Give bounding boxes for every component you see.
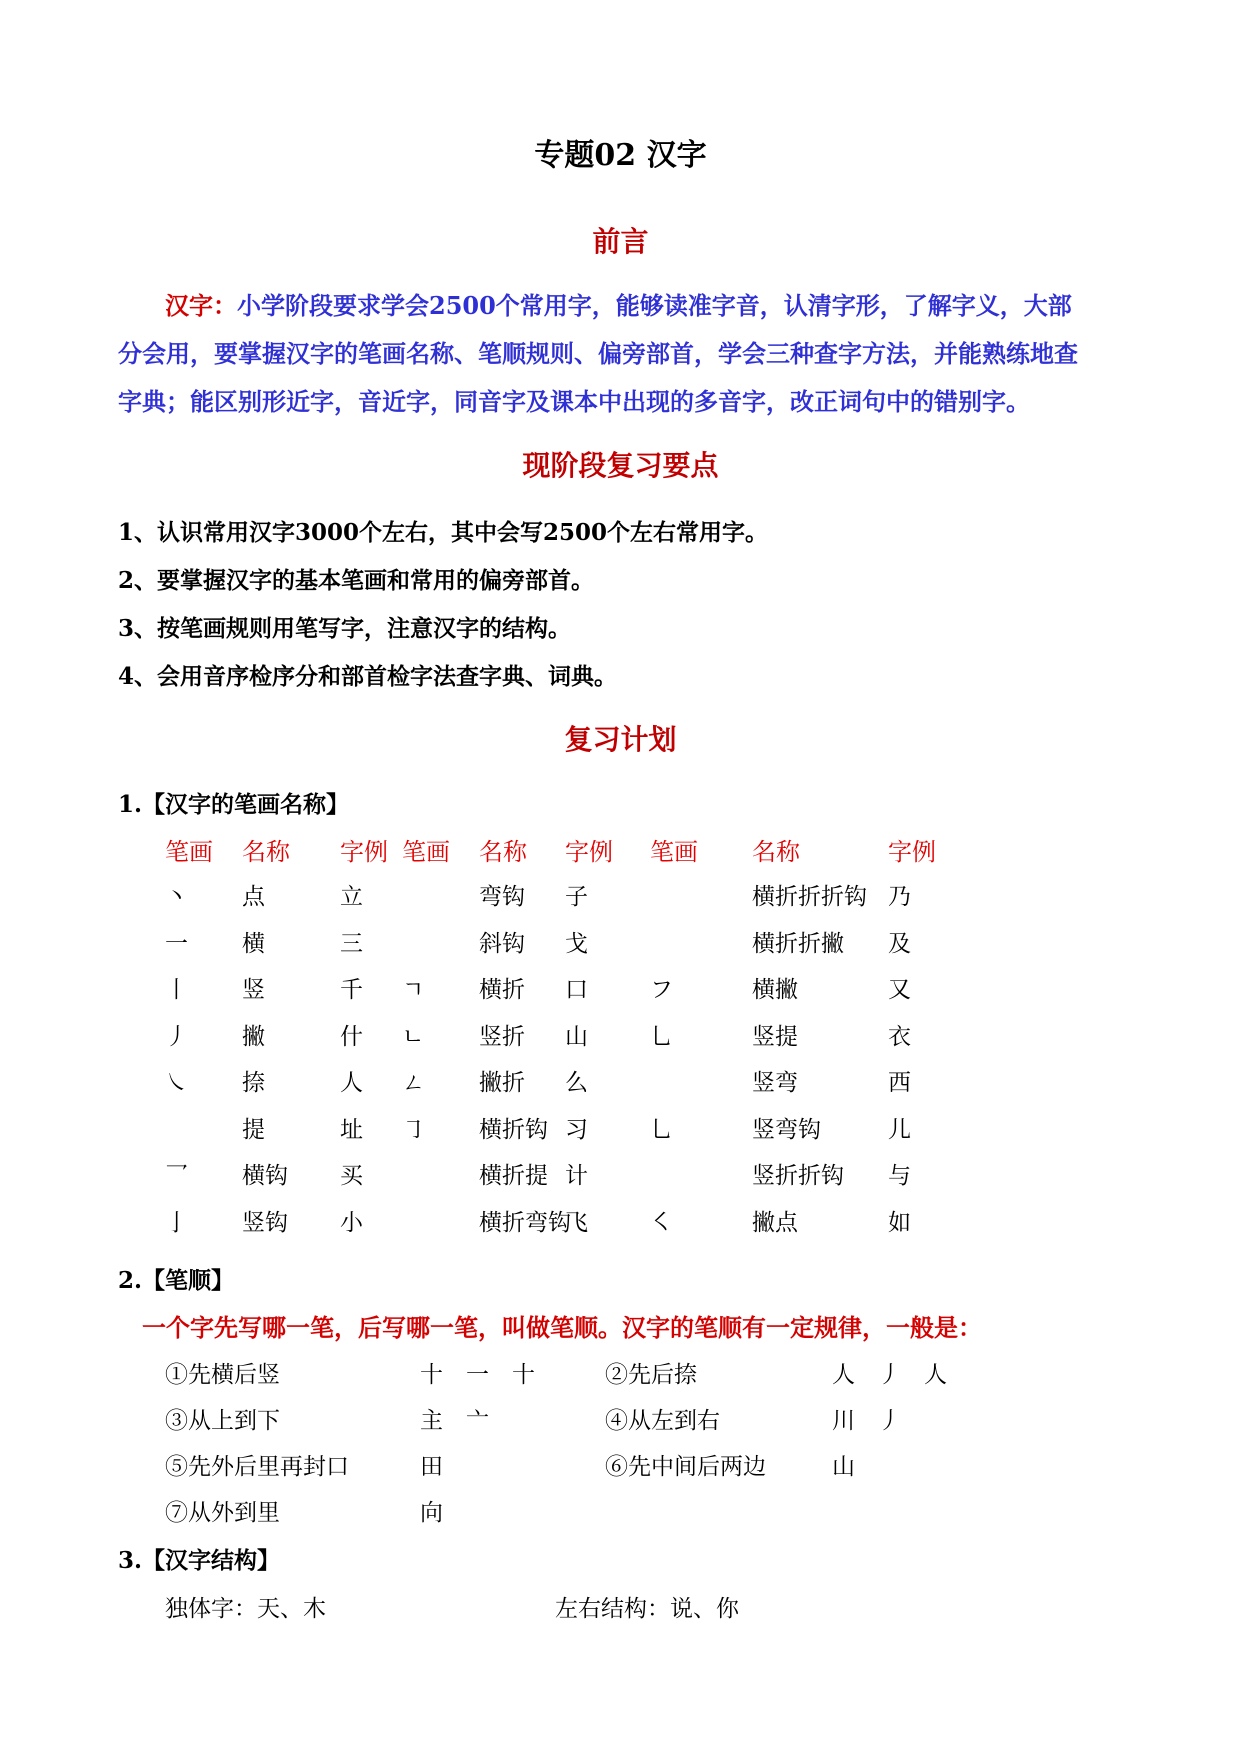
preface-line-3: 字典；能区别形近字，音近字，同音字及课本中出现的多音字，改正词句中的错别字。 [118, 387, 1030, 416]
table-cell-name: 竖提 [752, 1023, 798, 1050]
rule-7: ⑦从外到里 [165, 1500, 280, 1526]
table-cell-example: 乃 [888, 884, 911, 910]
preface-text-1: 小学阶段要求学会2500个常用字，能够读准字音，认清字形，了解字义，大部 [237, 291, 1072, 320]
key-points-heading: 现阶段复习要点 [522, 449, 719, 482]
key-point-2: 2、要掌握汉字的基本笔画和常用的偏旁部首。 [118, 567, 595, 594]
rule-5: ⑤先外后里再封口 [165, 1454, 349, 1480]
rule-6-example: 山 [832, 1454, 855, 1480]
table-cell-example: 习 [565, 1116, 588, 1143]
section-3-title: 3.【汉字结构】 [118, 1547, 281, 1574]
rule-1-example: 十 一 十 [420, 1362, 535, 1388]
table-cell-example: 千 [340, 977, 363, 1003]
table-cell-example: 人 [340, 1070, 363, 1096]
table-header-example: 字例 [565, 838, 613, 866]
table-cell-example: 么 [565, 1070, 588, 1096]
table-cell-stroke: 乚 [650, 1023, 673, 1050]
table-cell-example: 西 [888, 1070, 911, 1096]
rule-5-example: 田 [420, 1454, 443, 1480]
table-cell-example: 及 [888, 930, 911, 957]
section-2-title: 2.【笔顺】 [118, 1267, 235, 1294]
page-title: 专题02 汉字 [534, 138, 707, 173]
table-cell-stroke: 丿 [165, 1023, 188, 1050]
rule-3-example: 主 亠 [420, 1408, 489, 1434]
table-cell-stroke: 乛 [165, 1163, 188, 1189]
table-cell-example: 如 [888, 1209, 911, 1236]
table-cell-name: 撇折 [479, 1070, 525, 1096]
table-header-stroke: 笔画 [165, 838, 213, 866]
table-cell-stroke: ㄴ [402, 1023, 425, 1050]
table-cell-name: 提 [242, 1116, 265, 1143]
table-cell-name: 横折弯钩 [479, 1209, 571, 1236]
table-cell-example: 山 [565, 1023, 588, 1050]
key-point-1: 1、认识常用汉字3000个左右，其中会写2500个左右常用字。 [118, 519, 769, 546]
table-cell-name: 竖折 [479, 1023, 525, 1050]
rule-4-example: 川 丿 [832, 1408, 901, 1434]
table-cell-name: 横折折折钩 [752, 884, 867, 910]
table-cell-stroke: フ [650, 977, 673, 1003]
rule-7-example: 向 [420, 1500, 443, 1526]
table-cell-example: 口 [565, 977, 588, 1003]
table-cell-name: 竖弯 [752, 1070, 798, 1096]
preface-line-2: 分会用，要掌握汉字的笔画名称、笔顺规则、偏旁部首，学会三种查字方法，并能熟练地查 [118, 339, 1078, 368]
table-cell-stroke: 一 [165, 930, 188, 957]
table-cell-stroke: ㇆ [402, 1116, 425, 1143]
table-cell-name: 横 [242, 930, 265, 957]
stroke-order-intro: 一个字先写哪一笔，后写哪一笔，叫做笔顺。汉字的笔顺有一定规律，一般是： [142, 1313, 982, 1342]
table-header-name: 名称 [752, 838, 800, 866]
table-cell-name: 弯钩 [479, 884, 525, 910]
table-cell-stroke: ㇛ [650, 1209, 673, 1236]
table-cell-stroke: ㄱ [402, 977, 425, 1003]
table-cell-name: 横撇 [752, 977, 798, 1003]
table-cell-name: 竖钩 [242, 1209, 288, 1236]
table-cell-example: 买 [340, 1163, 363, 1189]
table-cell-example: 子 [565, 884, 588, 910]
table-cell-stroke: 丨 [165, 977, 188, 1003]
table-header-stroke: 笔画 [650, 838, 698, 866]
plan-heading: 复习计划 [564, 723, 677, 756]
table-cell-name: 横折折撇 [752, 930, 844, 957]
table-cell-name: 竖弯钩 [752, 1116, 821, 1143]
section-1-title: 1.【汉字的笔画名称】 [118, 791, 350, 818]
table-cell-name: 横钩 [242, 1163, 288, 1189]
table-cell-example: 三 [340, 930, 363, 957]
table-cell-example: 什 [340, 1023, 363, 1050]
table-header-example: 字例 [888, 838, 936, 866]
table-cell-example: 衣 [888, 1023, 911, 1050]
structure-item-1: 独体字：天、木 [165, 1596, 326, 1622]
table-cell-stroke: 乚 [650, 1116, 673, 1143]
table-cell-example: 又 [888, 977, 911, 1003]
key-point-4: 4、会用音序检序分和部首检字法查字典、词典。 [118, 663, 618, 690]
table-header-example: 字例 [340, 838, 388, 866]
preface-label: 汉字： [165, 291, 237, 320]
table-cell-example: 与 [888, 1163, 911, 1189]
table-cell-name: 横折提 [479, 1163, 548, 1189]
rule-6: ⑥先中间后两边 [605, 1454, 766, 1480]
table-cell-example: 立 [340, 884, 363, 910]
table-cell-example: 飞 [565, 1209, 588, 1236]
table-cell-example: 戈 [565, 930, 588, 957]
table-cell-name: 斜钩 [479, 930, 525, 957]
rule-2: ②先后捺 [605, 1362, 697, 1388]
table-header-name: 名称 [479, 838, 527, 866]
table-cell-example: 址 [340, 1116, 363, 1143]
table-cell-name: 横折钩 [479, 1116, 548, 1143]
table-cell-stroke: 丶 [165, 884, 188, 910]
table-cell-name: 横折 [479, 977, 525, 1003]
table-cell-example: 儿 [888, 1116, 911, 1143]
table-cell-name: 撇 [242, 1023, 265, 1050]
table-cell-name: 点 [242, 884, 265, 910]
table-header-name: 名称 [242, 838, 290, 866]
rule-3: ③从上到下 [165, 1408, 280, 1434]
preface-heading: 前言 [592, 225, 649, 258]
table-cell-stroke: ㄥ [402, 1070, 425, 1096]
structure-item-2: 左右结构：说、你 [555, 1596, 739, 1622]
key-point-3: 3、按笔画规则用笔写字，注意汉字的结构。 [118, 615, 572, 642]
preface-line-1 [165, 286, 1072, 321]
table-cell-stroke: 亅 [165, 1209, 188, 1236]
rule-2-example: 人 丿 人 [832, 1362, 947, 1388]
rule-1: ①先横后竖 [165, 1362, 280, 1388]
table-cell-stroke: ㇏ [165, 1070, 188, 1096]
table-cell-name: 撇点 [752, 1209, 798, 1236]
table-cell-example: 计 [565, 1163, 588, 1189]
table-header-stroke: 笔画 [402, 838, 450, 866]
table-cell-name: 竖 [242, 977, 265, 1003]
table-cell-name: 竖折折钩 [752, 1163, 844, 1189]
table-cell-example: 小 [340, 1209, 363, 1236]
rule-4: ④从左到右 [605, 1408, 720, 1434]
table-cell-name: 捺 [242, 1070, 265, 1096]
